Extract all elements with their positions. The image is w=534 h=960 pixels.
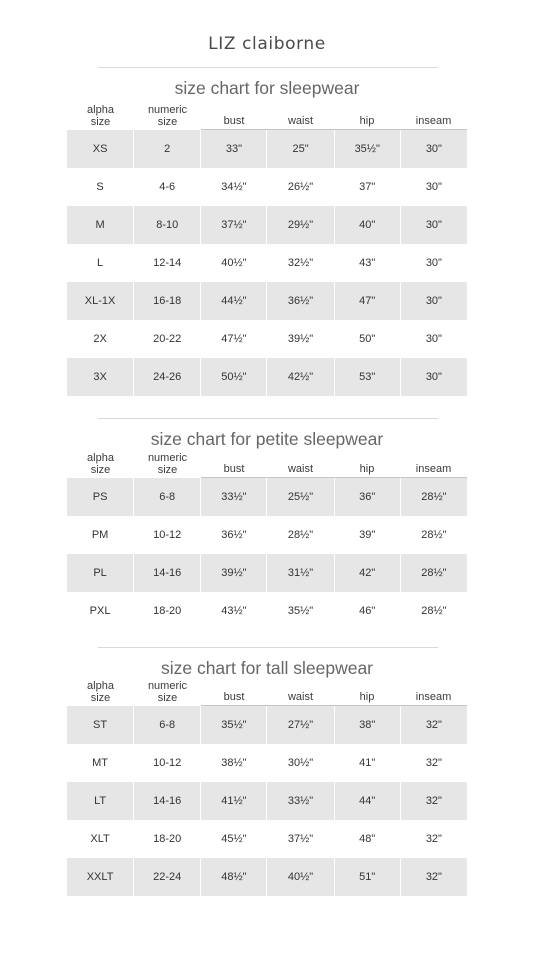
- cell-alpha-size: ST: [67, 706, 133, 744]
- cell-inseam: 30": [400, 282, 467, 320]
- table-header: [67, 452, 467, 478]
- header-alpha-size: alpha size: [87, 452, 114, 476]
- table-header: [67, 104, 467, 130]
- cell-hip: 44": [334, 782, 400, 820]
- cell-hip: 53": [334, 358, 400, 396]
- cell-numeric-size: 18-20: [133, 592, 200, 630]
- cell-numeric-size: 14-16: [133, 782, 200, 820]
- header-inseam: inseam: [400, 464, 467, 479]
- table-row: [67, 206, 467, 244]
- cell-inseam: 30": [400, 168, 467, 206]
- cell-inseam: 30": [400, 206, 467, 244]
- header-hip: hip: [334, 116, 400, 131]
- table-row: [67, 478, 467, 516]
- cell-waist: 25½": [266, 478, 333, 516]
- cell-hip: 48": [334, 820, 400, 858]
- cell-alpha-size: 3X: [67, 358, 133, 396]
- cell-numeric-size: 6-8: [133, 478, 200, 516]
- chart-title-petite-sleepwear: size chart for petite sleepwear: [150, 429, 384, 449]
- cell-waist: 42½": [266, 358, 333, 396]
- cell-numeric-size: 22-24: [133, 858, 200, 896]
- cell-alpha-size: M: [67, 206, 133, 244]
- cell-hip: 39": [334, 516, 400, 554]
- header-hip: hip: [334, 692, 400, 707]
- cell-numeric-size: 4-6: [133, 168, 200, 206]
- cell-hip: 46": [334, 592, 400, 630]
- table-row: [67, 282, 467, 320]
- cell-alpha-size: L: [97, 257, 104, 269]
- cell-inseam: 28½": [400, 592, 467, 630]
- header-waist: waist: [267, 464, 334, 479]
- cell-waist: 39½": [266, 320, 333, 358]
- chart-title-sleepwear: size chart for sleepwear: [174, 78, 360, 98]
- cell-numeric-size: 24-26: [133, 358, 200, 396]
- table-row: [67, 554, 467, 592]
- cell-waist: 33½": [266, 782, 333, 820]
- header-alpha-size: alpha size: [87, 680, 114, 704]
- size-chart-petite-sleepwear: [67, 452, 467, 630]
- size-chart-tall-sleepwear: [67, 680, 467, 896]
- cell-waist: 26½": [266, 168, 333, 206]
- cell-bust: 40½": [200, 244, 266, 282]
- cell-bust: 44½": [200, 282, 266, 320]
- table-row: [67, 820, 467, 858]
- cell-waist: 35½": [266, 592, 333, 630]
- cell-hip: 51": [334, 858, 400, 896]
- cell-numeric-size: 12-14: [133, 244, 200, 282]
- cell-alpha-size: 2X: [93, 333, 107, 345]
- table-row: [67, 858, 467, 896]
- cell-bust: 36½": [200, 516, 266, 554]
- cell-alpha-size: XLT: [90, 833, 110, 845]
- cell-waist: 29½": [266, 206, 333, 244]
- header-numeric-size: numeric size: [147, 680, 188, 704]
- header-bust: bust: [201, 116, 267, 131]
- cell-waist: 30½": [266, 744, 333, 782]
- cell-inseam: 28½": [400, 478, 467, 516]
- cell-alpha-size: S: [96, 181, 104, 193]
- cell-inseam: 30": [400, 358, 467, 396]
- cell-inseam: 32": [400, 820, 467, 858]
- table-row: [67, 516, 467, 554]
- cell-hip: 37": [334, 168, 400, 206]
- cell-alpha-size: LT: [67, 782, 133, 820]
- cell-numeric-size: 14-16: [133, 554, 200, 592]
- header-bust: bust: [201, 692, 267, 707]
- cell-numeric-size: 2: [133, 130, 200, 168]
- table-row: [67, 244, 467, 282]
- cell-alpha-size: XXLT: [67, 858, 133, 896]
- cell-inseam: 32": [400, 744, 467, 782]
- cell-waist: 36½": [266, 282, 333, 320]
- cell-hip: 40": [334, 206, 400, 244]
- cell-waist: 37½": [266, 820, 333, 858]
- header-numeric-size: numeric size: [147, 452, 188, 476]
- cell-inseam: 32": [400, 858, 467, 896]
- cell-bust: 34½": [200, 168, 266, 206]
- cell-numeric-size: 10-12: [133, 744, 200, 782]
- cell-bust: 47½": [200, 320, 266, 358]
- cell-hip: 41": [334, 744, 400, 782]
- cell-numeric-size: 8-10: [133, 206, 200, 244]
- cell-bust: 41½": [200, 782, 266, 820]
- cell-waist: 32½": [266, 244, 333, 282]
- table-row: [67, 320, 467, 358]
- cell-waist: 27½": [266, 706, 333, 744]
- cell-bust: 45½": [200, 820, 266, 858]
- cell-alpha-size: XL-1X: [67, 282, 133, 320]
- cell-inseam: 28½": [400, 516, 467, 554]
- cell-alpha-size: PM: [91, 529, 109, 541]
- cell-numeric-size: 6-8: [133, 706, 200, 744]
- cell-waist: 28½": [266, 516, 333, 554]
- table-header: [67, 680, 467, 706]
- cell-waist: 31½": [266, 554, 333, 592]
- chart-title-tall-sleepwear: size chart for tall sleepwear: [160, 658, 374, 678]
- cell-hip: 38": [334, 706, 400, 744]
- cell-waist: 25": [266, 130, 333, 168]
- cell-alpha-size: PXL: [89, 605, 111, 617]
- cell-inseam: 32": [400, 706, 467, 744]
- cell-bust: 38½": [200, 744, 266, 782]
- cell-numeric-size: 20-22: [133, 320, 200, 358]
- cell-bust: 39½": [200, 554, 266, 592]
- divider: [98, 647, 438, 648]
- cell-bust: 43½": [200, 592, 266, 630]
- header-waist: waist: [267, 692, 334, 707]
- header-inseam: inseam: [400, 692, 467, 707]
- header-bust: bust: [201, 464, 267, 479]
- cell-inseam: 32": [400, 782, 467, 820]
- cell-numeric-size: 10-12: [133, 516, 200, 554]
- cell-bust: 50½": [200, 358, 266, 396]
- table-row: [67, 168, 467, 206]
- cell-bust: 33½": [200, 478, 266, 516]
- table-row: [67, 706, 467, 744]
- cell-bust: 33": [200, 130, 266, 168]
- divider: [98, 418, 438, 419]
- header-alpha-size: alpha size: [87, 104, 114, 128]
- table-row: [67, 130, 467, 168]
- cell-hip: 42": [334, 554, 400, 592]
- cell-alpha-size: XS: [67, 130, 133, 168]
- cell-inseam: 30": [400, 130, 467, 168]
- cell-hip: 47": [334, 282, 400, 320]
- header-numeric-size: numeric size: [147, 104, 188, 128]
- table-row: [67, 358, 467, 396]
- cell-hip: 50": [334, 320, 400, 358]
- cell-alpha-size: PL: [67, 554, 133, 592]
- header-inseam: inseam: [400, 116, 467, 131]
- cell-hip: 35½": [334, 130, 400, 168]
- cell-hip: 43": [334, 244, 400, 282]
- cell-bust: 37½": [200, 206, 266, 244]
- cell-alpha-size: PS: [67, 478, 133, 516]
- cell-inseam: 28½": [400, 554, 467, 592]
- header-hip: hip: [334, 464, 400, 479]
- table-row: [67, 744, 467, 782]
- cell-numeric-size: 18-20: [133, 820, 200, 858]
- cell-hip: 36": [334, 478, 400, 516]
- brand-logo: LIZ claiborne: [208, 34, 326, 54]
- cell-inseam: 30": [400, 320, 467, 358]
- table-row: [67, 782, 467, 820]
- cell-inseam: 30": [400, 244, 467, 282]
- size-chart-sleepwear: [67, 104, 467, 396]
- table-row: [67, 592, 467, 630]
- cell-alpha-size: MT: [92, 757, 109, 769]
- cell-bust: 48½": [200, 858, 266, 896]
- cell-numeric-size: 16-18: [133, 282, 200, 320]
- header-waist: waist: [267, 116, 334, 131]
- cell-waist: 40½": [266, 858, 333, 896]
- cell-bust: 35½": [200, 706, 266, 744]
- divider: [98, 67, 438, 68]
